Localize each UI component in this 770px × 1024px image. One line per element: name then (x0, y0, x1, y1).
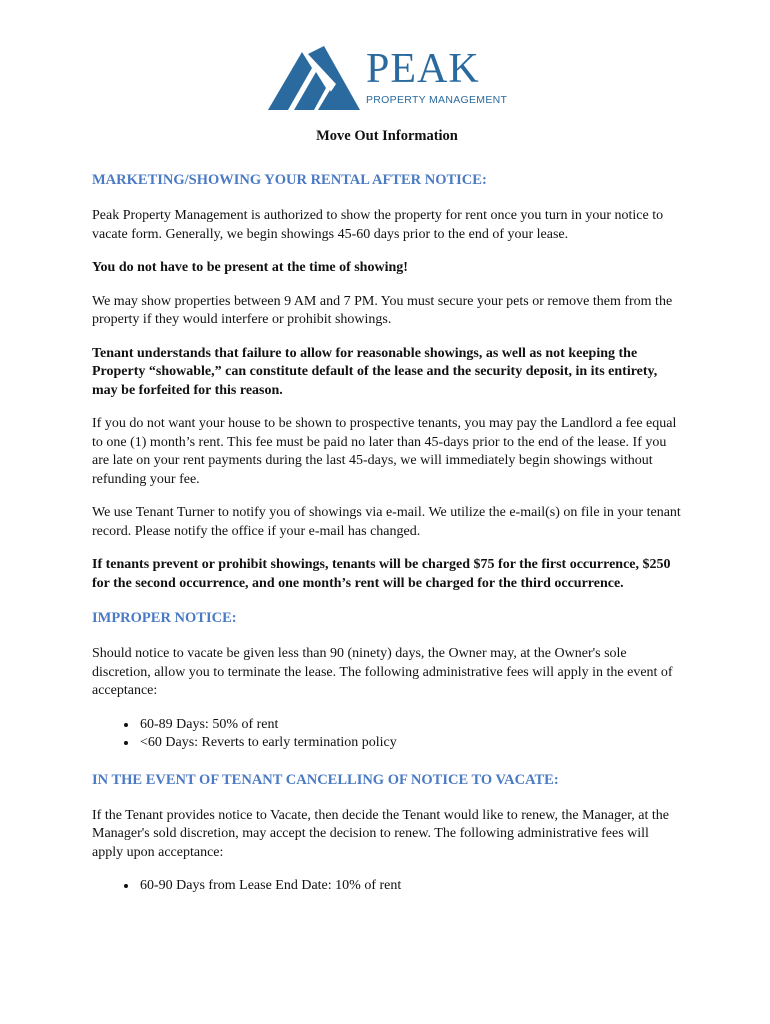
cancelling-notice-paragraph: If the Tenant provides notice to Vacate, then decide the Tenant would like to renew, the Manager, at the Manager's sold discretion, may accept the decision to renew. The following administrative fees will apply upon acceptance: (92, 807, 669, 860)
mountain-logo-icon (268, 44, 363, 114)
marketing-paragraph-1: Peak Property Management is authorized to show the property for rent once you turn in your notice to vacate form. Generally, we begin showings 45-60 days prior to the end of your lease. (92, 208, 664, 242)
improper-notice-paragraph: Should notice to vacate be given less than 90 (ninety) days, the Owner may, at the Owner's sole discretion, allow you to terminate the lease. The following administrative fees will apply in the event of acceptance: (92, 646, 673, 698)
section-heading-marketing: MARKETING/SHOWING YOUR RENTAL AFTER NOTICE: (92, 172, 487, 188)
company-logo (268, 44, 513, 114)
page-title: Move Out Information (316, 128, 458, 144)
marketing-paragraph-2: You do not have to be present at the time of showing! (92, 260, 408, 275)
section-heading-cancelling-notice: IN THE EVENT OF TENANT CANCELLING OF NOTICE TO VACATE: (92, 771, 559, 788)
logo-tagline: PROPERTY MANAGEMENT (366, 94, 508, 106)
logo-name: PEAK (366, 46, 480, 92)
section-heading-improper-notice: IMPROPER NOTICE: (92, 610, 237, 626)
marketing-paragraph-7: If tenants prevent or prohibit showings, tenants will be charged $75 for the first occurrence, $250 for the second occurrence, and one month’s rent will be charged for the third occurrence. (92, 557, 671, 591)
marketing-paragraph-5: If you do not want your house to be shown to prospective tenants, you may pay the Landlord a fee equal to one (1) month’s rent. This fee must be paid no later than 45-days prior to the end of the lease. If you are late on your rent payments during the last 45-days, we will immediately begin showings without refunding your fee. (92, 416, 677, 487)
list-item: • 60-89 Days: 50% of rent (138, 716, 682, 735)
marketing-paragraph-3: We may show properties between 9 AM and 7 PM. You must secure your pets or remove them from the property if they would interfere or prohibit showings. (92, 293, 673, 327)
marketing-paragraph-6: We use Tenant Turner to notify you of showings via e-mail. We utilize the e-mail(s) on file in your tenant record. Please notify the office if your e-mail has changed. (92, 505, 681, 539)
marketing-paragraph-4: Tenant understands that failure to allow for reasonable showings, as well as not keeping the Property “showable,” can constitute default of the lease and the security deposit, in its entirety, may be forfeited for this reason. (92, 345, 658, 398)
list-item: • 60-90 Days from Lease End Date: 10% of rent (138, 877, 682, 896)
improper-notice-fee-list (92, 716, 682, 753)
document-body (92, 126, 682, 913)
list-item: • <60 Days: Reverts to early termination policy (138, 734, 682, 753)
cancelling-notice-fee-list (92, 877, 682, 896)
